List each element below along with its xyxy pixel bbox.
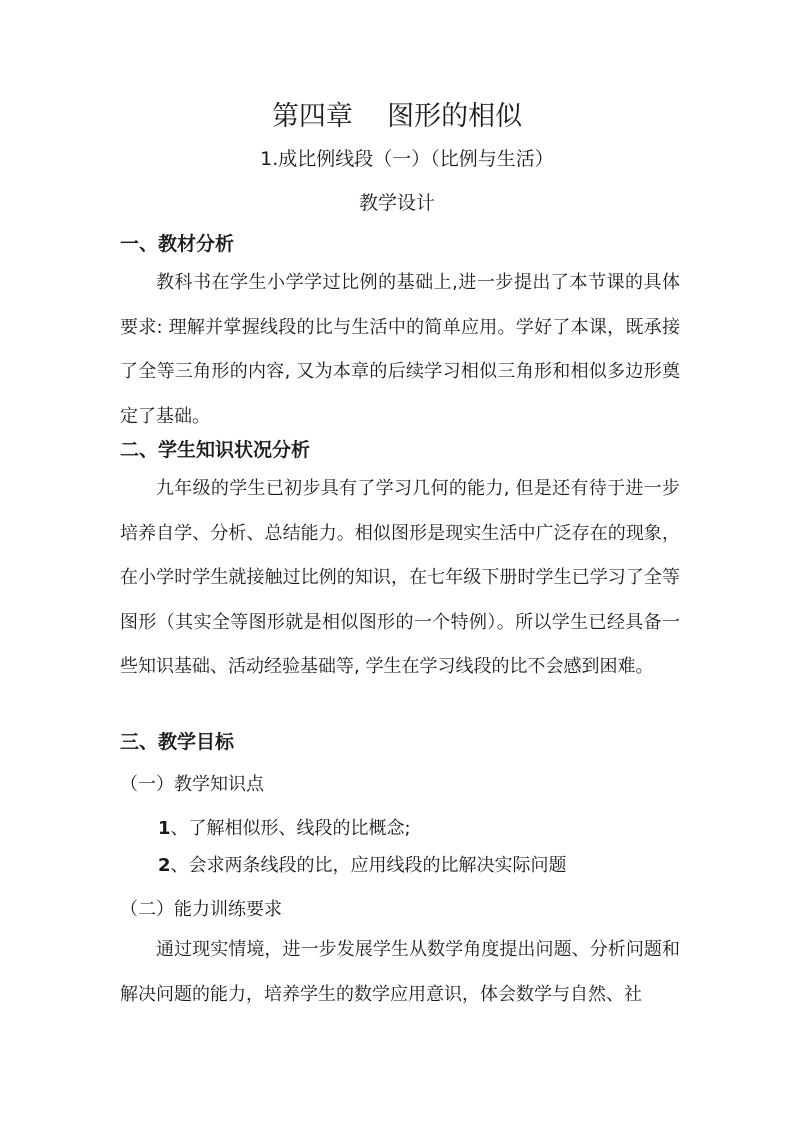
subheading-knowledge-points: （一）教学知识点 [120,774,264,795]
section-heading-textbook-analysis: 一、教材分析 [120,233,235,255]
lesson-title: 1.成比例线段（一）（比例与生活） [260,148,554,170]
list-item [158,815,411,843]
ability-requirements-paragraph: 通过现实情境，进一步发展学生从数学角度提出问题、分析问题和解决问题的能力，培养学生的数学应用意识，体会数学与自然、社 [120,939,680,1005]
student-knowledge-paragraph: 九年级的学生已初步具有了学习几何的能力, 但是还有待于进一步培养自学、分析、总结能力。相似图形是现实生活中广泛存在的现象，在小学时学生就接触过比例的知识，在七年级下册时学生已学习了全等图形（其实全等图形就是相似图形的一个特例）。所以学生已经具备一些知识基础、活动经验基础等, 学生在学习线段的比不会感到困难。 [120,478,680,677]
subheading-ability-requirements: （二）能力训练要求 [120,899,282,920]
list-item [158,852,567,880]
section-heading-student-knowledge: 二、学生知识状况分析 [120,439,311,461]
list-item-text: 、会求两条线段的比，应用线段的比解决实际问题 [170,855,567,876]
list-item-text: 、了解相似形、线段的比概念; [170,818,411,839]
design-label: 教学设计 [358,192,435,214]
textbook-analysis-paragraph: 教科书在学生小学学过比例的基础上,进一步提出了本节课的具体要求: 理解并掌握线段的比与生活中的简单应用。学好了本课，既承接了全等三角形的内容, 又为本章的后续学习相似三角形和相似多边形奠定了基础。 [120,272,680,427]
chapter-title: 第四章 图形的相似 [271,101,523,132]
list-item-number: 1 [158,818,171,839]
section-heading-teaching-goals: 三、教学目标 [120,731,235,753]
list-item-number: 2 [158,855,171,876]
